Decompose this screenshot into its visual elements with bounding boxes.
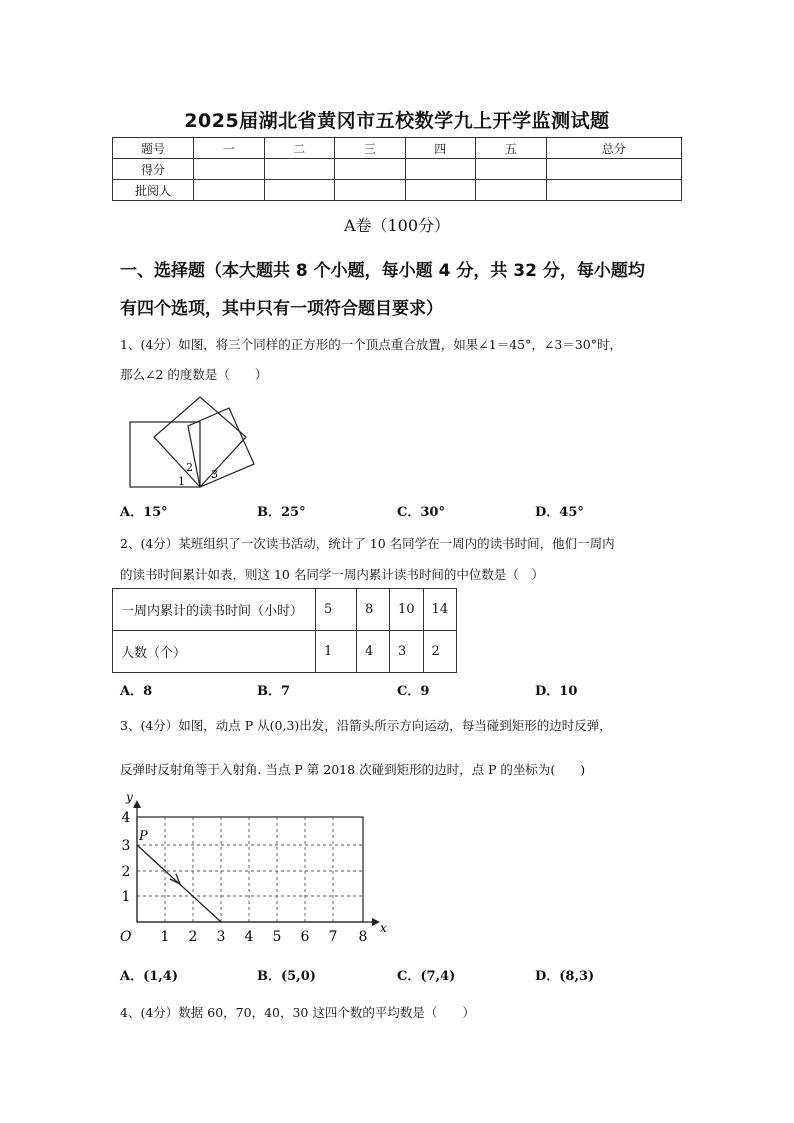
- y-tick-label: 2: [121, 864, 131, 880]
- question-2-line2: 的读书时间累计如表，则这 10 名同学一周内累计读书时间的中位数是（ ）: [120, 567, 544, 582]
- y-axis-label: y: [126, 790, 133, 804]
- x-tick-label: 7: [328, 929, 338, 945]
- square-3: [188, 408, 254, 487]
- option-d: D．(8,3): [535, 969, 595, 984]
- table-cell: [546, 159, 682, 180]
- score-table: [112, 137, 682, 201]
- point-p-label: P: [139, 829, 148, 844]
- table-cell: 5: [316, 589, 357, 631]
- option-c: C．(7,4): [397, 969, 456, 984]
- table-cell: 题号: [113, 138, 194, 159]
- x-axis-label: x: [380, 921, 387, 935]
- x-tick-label: 6: [300, 929, 310, 945]
- table-cell: 一: [194, 138, 265, 159]
- question-1-line2: 那么∠2 的度数是（ ）: [120, 367, 268, 382]
- page-title: 2025届湖北省黄冈市五校数学九上开学监测试题: [184, 110, 610, 132]
- option-d: D．10: [535, 684, 578, 699]
- y-tick-label: 4: [121, 810, 131, 826]
- option-d: D．45°: [535, 505, 584, 520]
- table-row: [113, 138, 682, 159]
- coordinate-graph: [110, 788, 400, 948]
- table-cell: 10: [390, 589, 424, 631]
- option-b: B．(5,0): [257, 969, 316, 984]
- section-heading-line2: 有四个选项，其中只有一项符合题目要求）: [120, 299, 443, 319]
- table-cell: 2: [423, 631, 457, 673]
- table-cell: 总分: [546, 138, 682, 159]
- origin-label: O: [120, 929, 132, 945]
- option-a: A．8: [120, 684, 153, 699]
- table-cell: [405, 180, 476, 201]
- table-cell: 8: [357, 589, 390, 631]
- table-row: [113, 589, 457, 631]
- table-cell: 人数（个）: [113, 631, 316, 673]
- rectangle-boundary: [137, 817, 363, 922]
- x-tick-label: 1: [160, 929, 170, 945]
- angle-label-3: 3: [211, 468, 218, 481]
- table-cell: 一周内累计的读书时间（小时）: [113, 589, 316, 631]
- x-tick-label: 3: [216, 929, 226, 945]
- table-cell: [194, 159, 265, 180]
- y-axis-arrow-icon: [133, 800, 141, 808]
- option-b: B．25°: [257, 505, 306, 520]
- option-b: B．7: [257, 684, 291, 699]
- table-cell: [476, 180, 547, 201]
- table-cell: 四: [405, 138, 476, 159]
- x-tick-label: 5: [272, 929, 282, 945]
- reading-time-table: [112, 588, 457, 673]
- angle-label-2: 2: [186, 461, 193, 474]
- table-cell: 二: [264, 138, 335, 159]
- option-c: C．30°: [397, 505, 445, 520]
- table-cell: 三: [335, 138, 406, 159]
- question-3-line1: 3、(4分）如图，动点 P 从(0,3)出发，沿箭头所示方向运动，每当碰到矩形的边时反弹，: [120, 718, 612, 733]
- table-row: [113, 159, 682, 180]
- angle-label-1: 1: [178, 475, 185, 488]
- x-axis-arrow-icon: [372, 918, 380, 926]
- option-c: C．9: [397, 684, 430, 699]
- option-a: A．15°: [120, 505, 168, 520]
- table-cell: 4: [357, 631, 390, 673]
- question-4-line1: 4、(4分）数据 60，70，40，30 这四个数的平均数是（ ）: [120, 1005, 475, 1020]
- table-cell: [335, 159, 406, 180]
- x-tick-label: 2: [188, 929, 198, 945]
- squares-figure: [125, 392, 265, 492]
- table-cell: 得分: [113, 159, 194, 180]
- question-3-line2: 反弹时反射角等于入射角. 当点 P 第 2018 次碰到矩形的边时，点 P 的坐标为( ): [120, 762, 586, 777]
- x-tick-label: 4: [244, 929, 254, 945]
- table-cell: [264, 159, 335, 180]
- table-cell: 3: [390, 631, 424, 673]
- question-2-line1: 2、(4分）某班组织了一次读书活动，统计了 10 名同学在一周内的读书时间，他们一周内: [120, 536, 615, 551]
- y-tick-label: 1: [121, 889, 131, 905]
- option-a: A．(1,4): [120, 969, 179, 984]
- table-cell: 批阅人: [113, 180, 194, 201]
- y-tick-label: 3: [121, 838, 131, 854]
- table-cell: [405, 159, 476, 180]
- x-tick-label: 8: [358, 929, 368, 945]
- table-cell: 1: [316, 631, 357, 673]
- table-cell: [476, 159, 547, 180]
- table-cell: 五: [476, 138, 547, 159]
- table-cell: [335, 180, 406, 201]
- table-cell: [264, 180, 335, 201]
- table-cell: 14: [423, 589, 457, 631]
- question-1-line1: 1、(4分）如图，将三个同样的正方形的一个顶点重合放置，如果∠1＝45°，∠3＝30°时，: [120, 337, 622, 352]
- table-cell: [546, 180, 682, 201]
- table-cell: [194, 180, 265, 201]
- table-row: [113, 180, 682, 201]
- section-heading-line1: 一、选择题（本大题共 8 个小题，每小题 4 分，共 32 分，每小题均: [120, 261, 645, 281]
- volume-label: A卷（100分）: [343, 216, 451, 235]
- table-row: [113, 631, 457, 673]
